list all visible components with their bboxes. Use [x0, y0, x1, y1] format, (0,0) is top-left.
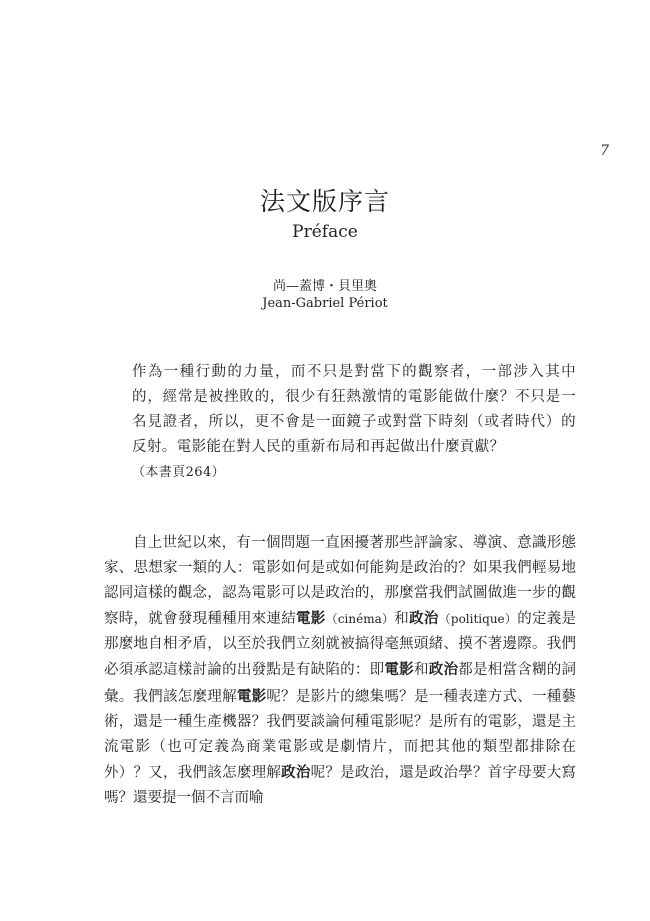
- body-text-segment: 的定義是那麼地自相矛盾，以至於我們立刻就被搞得毫無頭緒、摸不著邊際。我們必須承認這樣討論的出發點是有缺陷的：即: [104, 611, 577, 679]
- body-paragraph: [104, 531, 576, 811]
- epigraph-text: 作為一種行動的力量，而不只是對當下的觀察者，一部涉入其中的，經常是被挫敗的，很少有狂熱激情的電影能做什麼？不只是一名見證者，所以，更不會是一面鏡子或對當下時刻（或者時代）的反射。電影能在對人民的重新布局和再起做出什麼貢獻？: [132, 364, 576, 455]
- term-cinema-gloss: （cinéma）: [325, 612, 395, 627]
- page-number: 7: [600, 143, 609, 159]
- term-politics: 政治: [409, 610, 439, 628]
- term-politics: 政治: [281, 763, 311, 781]
- chapter-title-zh: 法文版序言: [259, 187, 390, 216]
- body-text-segment: 呢？是政治，還是政治學？首字母要大寫嗎？還要提一個不言而喻: [104, 764, 577, 806]
- epigraph: [132, 360, 576, 485]
- term-film: 電影: [296, 610, 326, 628]
- term-politique-gloss: （politique）: [438, 612, 518, 627]
- term-film: 電影: [236, 687, 267, 705]
- body-text-segment: 都是相當含糊的詞彙。我們該怎麼理解: [104, 662, 577, 705]
- body-text-segment: 和: [394, 611, 410, 628]
- epigraph-source: （本書頁264）: [132, 465, 226, 480]
- body-text-segment: 自上世紀以來，有一個問題一直困擾著那些評論家、導演、意識形態家、思想家一類的人：電影如何是或如何能夠是政治的？如果我們輕易地認同這樣的觀念，認為電影可以是政治的，那麼當我們試圖做進一步的觀察時，就會發現種種用來連結: [104, 535, 576, 628]
- chapter-title-en: Préface: [292, 222, 358, 242]
- author-name-zh: 尚—蓋博・貝里奧: [272, 279, 377, 294]
- author-name-en: Jean-Gabriel Périot: [262, 296, 388, 311]
- term-politics: 政治: [428, 661, 459, 679]
- body-text-segment: 呢？是影片的總集嗎？是一種表達方式、一種藝術，還是一種生產機器？我們要談論何種電影呢？是所有的電影，還是主流電影（也可定義為商業電影或是劇情片，而把其他的類型都排除在外）？又，我們該怎麼理解: [104, 688, 577, 781]
- body-text-segment: 和: [413, 662, 429, 679]
- term-film: 電影: [384, 661, 414, 679]
